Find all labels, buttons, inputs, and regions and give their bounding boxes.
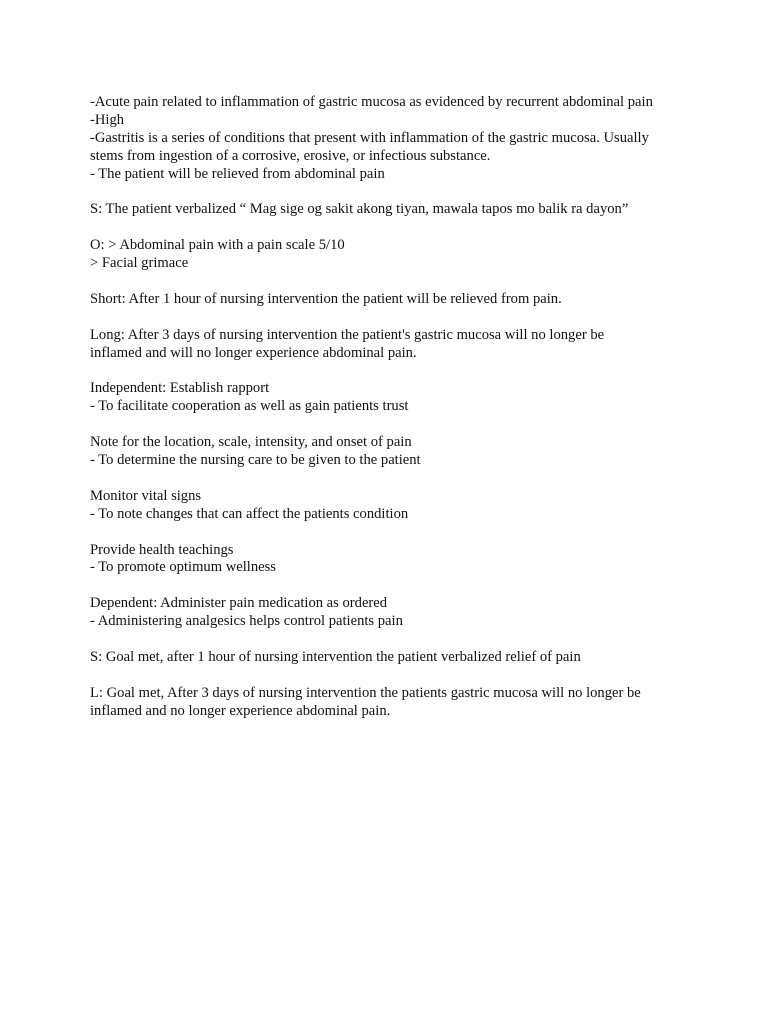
objective-cue-1: O: > Abdominal pain with a pain scale 5/10 xyxy=(90,237,345,254)
objective-cue-2: > Facial grimace xyxy=(90,255,189,272)
intervention-item xyxy=(90,380,690,416)
intervention-rationale: - Administering analgesics helps control patients pain xyxy=(90,613,403,630)
scientific-basis-line-2: stems from ingestion of a corrosive, erosive, or infectious substance. xyxy=(90,147,491,164)
long-term-objective-line-1: Long: After 3 days of nursing intervention the patient's gastric mucosa will no longer be xyxy=(90,326,605,343)
intervention-action: Note for the location, scale, intensity, and onset of pain xyxy=(90,434,412,451)
intervention-item xyxy=(90,595,690,631)
intervention-action: Dependent: Administer pain medication as ordered xyxy=(90,595,388,612)
intervention-item xyxy=(90,542,690,578)
intervention-action: Provide health teachings xyxy=(90,541,234,558)
document-page xyxy=(90,94,690,738)
diagnosis-priority: -High xyxy=(90,111,125,128)
evaluation-short-text: S: Goal met, after 1 hour of nursing intervention the patient verbalized relief of pain xyxy=(90,648,581,665)
subjective-section xyxy=(90,201,690,219)
diagnosis-goal: - The patient will be relieved from abdominal pain xyxy=(90,165,385,182)
short-term-objective-text: Short: After 1 hour of nursing intervention the patient will be relieved from pain. xyxy=(90,290,562,307)
evaluation-long-line-2: inflamed and no longer experience abdominal pain. xyxy=(90,702,391,719)
scientific-basis-line-1: -Gastritis is a series of conditions that present with inflammation of the gastric mucosa. Usually xyxy=(90,129,649,146)
diagnosis-section xyxy=(90,94,690,184)
intervention-item xyxy=(90,488,690,524)
evaluation-short xyxy=(90,649,690,667)
evaluation-long-line-1: L: Goal met, After 3 days of nursing intervention the patients gastric mucosa will no longer be xyxy=(90,684,641,701)
objective-section xyxy=(90,237,690,273)
intervention-item xyxy=(90,434,690,470)
intervention-rationale: - To promote optimum wellness xyxy=(90,559,276,576)
diagnosis-statement: -Acute pain related to inflammation of gastric mucosa as evidenced by recurrent abdominal pain xyxy=(90,94,653,110)
evaluation-long xyxy=(90,685,690,721)
intervention-action: Monitor vital signs xyxy=(90,487,202,504)
intervention-action: Independent: Establish rapport xyxy=(90,380,270,397)
intervention-rationale: - To determine the nursing care to be given to the patient xyxy=(90,452,421,469)
long-term-objective-line-2: inflamed and will no longer experience abdominal pain. xyxy=(90,344,417,361)
intervention-rationale: - To note changes that can affect the patients condition xyxy=(90,505,409,522)
short-term-objective xyxy=(90,291,690,309)
intervention-rationale: - To facilitate cooperation as well as gain patients trust xyxy=(90,398,409,415)
long-term-objective xyxy=(90,327,690,363)
subjective-cue: S: The patient verbalized “ Mag sige og sakit akong tiyan, mawala tapos mo balik ra dayon” xyxy=(90,201,629,218)
